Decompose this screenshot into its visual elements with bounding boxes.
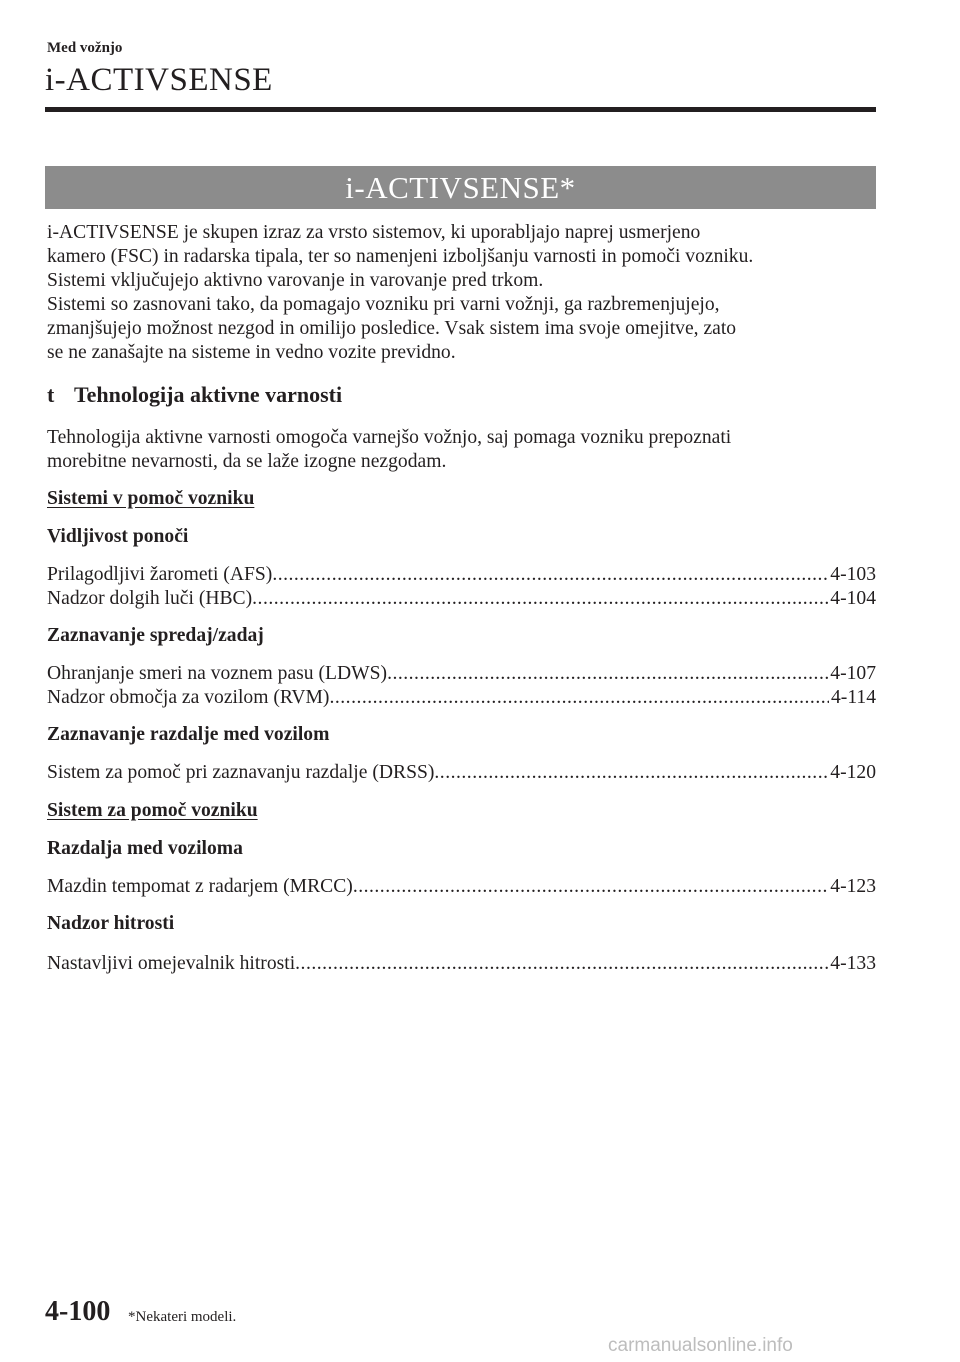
running-header-title: i-ACTIVSENSE [45,62,273,98]
subgroup-heading: Razdalja med voziloma [47,838,243,859]
toc-entry-page: 4-104 [830,588,876,609]
toc-leader-dots [353,875,828,899]
toc-entry-page: 4-123 [830,876,876,897]
toc-entry-page: 4-114 [831,687,876,708]
site-watermark: carmanualsonline.info [608,1335,793,1356]
toc-entry[interactable] [47,686,876,710]
toc-entry[interactable] [47,875,876,899]
toc-leader-dots [295,952,828,976]
toc-leader-dots [272,563,828,587]
toc-entry[interactable] [47,563,876,587]
toc-entry[interactable] [47,952,876,976]
toc-entry[interactable] [47,587,876,611]
subsection-heading [47,382,342,408]
group-heading: Sistemi v pomoč vozniku [47,488,255,509]
intro-line: Sistemi vključujejo aktivno varovanje in varovanje pred trkom. [47,270,544,291]
bullet-marker: t [47,382,55,407]
intro-paragraph [47,221,882,365]
toc-entry-label: Sistem za pomoč pri zaznavanju razdalje (DRSS) [47,762,435,783]
section-line: Tehnologija aktivne varnosti omogoča varnejšo vožnjo, saj pomaga vozniku prepoznati [47,427,732,448]
toc-leader-dots [252,587,828,611]
toc-entry-page: 4-120 [830,762,876,783]
subgroup-heading: Zaznavanje razdalje med vozilom [47,724,330,745]
toc-entry-label: Mazdin tempomat z radarjem (MRCC) [47,876,353,897]
toc-leader-dots [434,761,828,785]
toc-entry-page: 4-103 [830,564,876,585]
toc-entry[interactable] [47,662,876,686]
subgroup-heading: Nadzor hitrosti [47,913,175,934]
subsection-title: Tehnologija aktivne varnosti [74,382,343,407]
toc-entry-label: Prilagodljivi žarometi (AFS) [47,564,273,585]
header-rule [45,107,876,112]
section-line: morebitne nevarnosti, da se laže izogne nezgodam. [47,451,447,472]
toc-entry-label: Ohranjanje smeri na voznem pasu (LDWS) [47,663,388,684]
intro-line: Sistemi so zasnovani tako, da pomagajo vozniku pri varni vožnji, ga razbremenjujejo, [47,294,720,315]
section-paragraph [47,426,882,474]
toc-entry-label: Nadzor dolgih luči (HBC) [47,588,253,609]
toc-entry-label: Nadzor območja za vozilom (RVM) [47,687,330,708]
subgroup-heading: Vidljivost ponoči [47,526,189,547]
intro-line: se ne zanašajte na sisteme in vedno vozite previdno. [47,342,456,363]
toc-entry-page: 4-133 [830,953,876,974]
page-number: 4-100 [45,1296,111,1327]
toc-leader-dots [387,662,828,686]
intro-line: zmanjšujejo možnost nezgod in omilijo posledice. Vsak sistem ima svoje omejitve, zato [47,318,737,339]
toc-entry[interactable] [47,761,876,785]
group-heading: Sistem za pomoč vozniku [47,800,258,821]
toc-entry-page: 4-107 [830,663,876,684]
toc-entry-label: Nastavljivi omejevalnik hitrosti [47,953,296,974]
running-header-section: Med vožnjo [47,40,123,56]
chapter-banner: i-ACTIVSENSE* [45,166,876,209]
intro-line: i-ACTIVSENSE je skupen izraz za vrsto sistemov, ki uporabljajo naprej usmerjeno [47,222,701,243]
footnote: *Nekateri modeli. [128,1309,237,1325]
subgroup-heading: Zaznavanje spredaj/zadaj [47,625,264,646]
intro-line: kamero (FSC) in radarska tipala, ter so namenjeni izboljšanju varnosti in pomoči vozniku. [47,246,754,267]
toc-leader-dots [329,686,829,710]
